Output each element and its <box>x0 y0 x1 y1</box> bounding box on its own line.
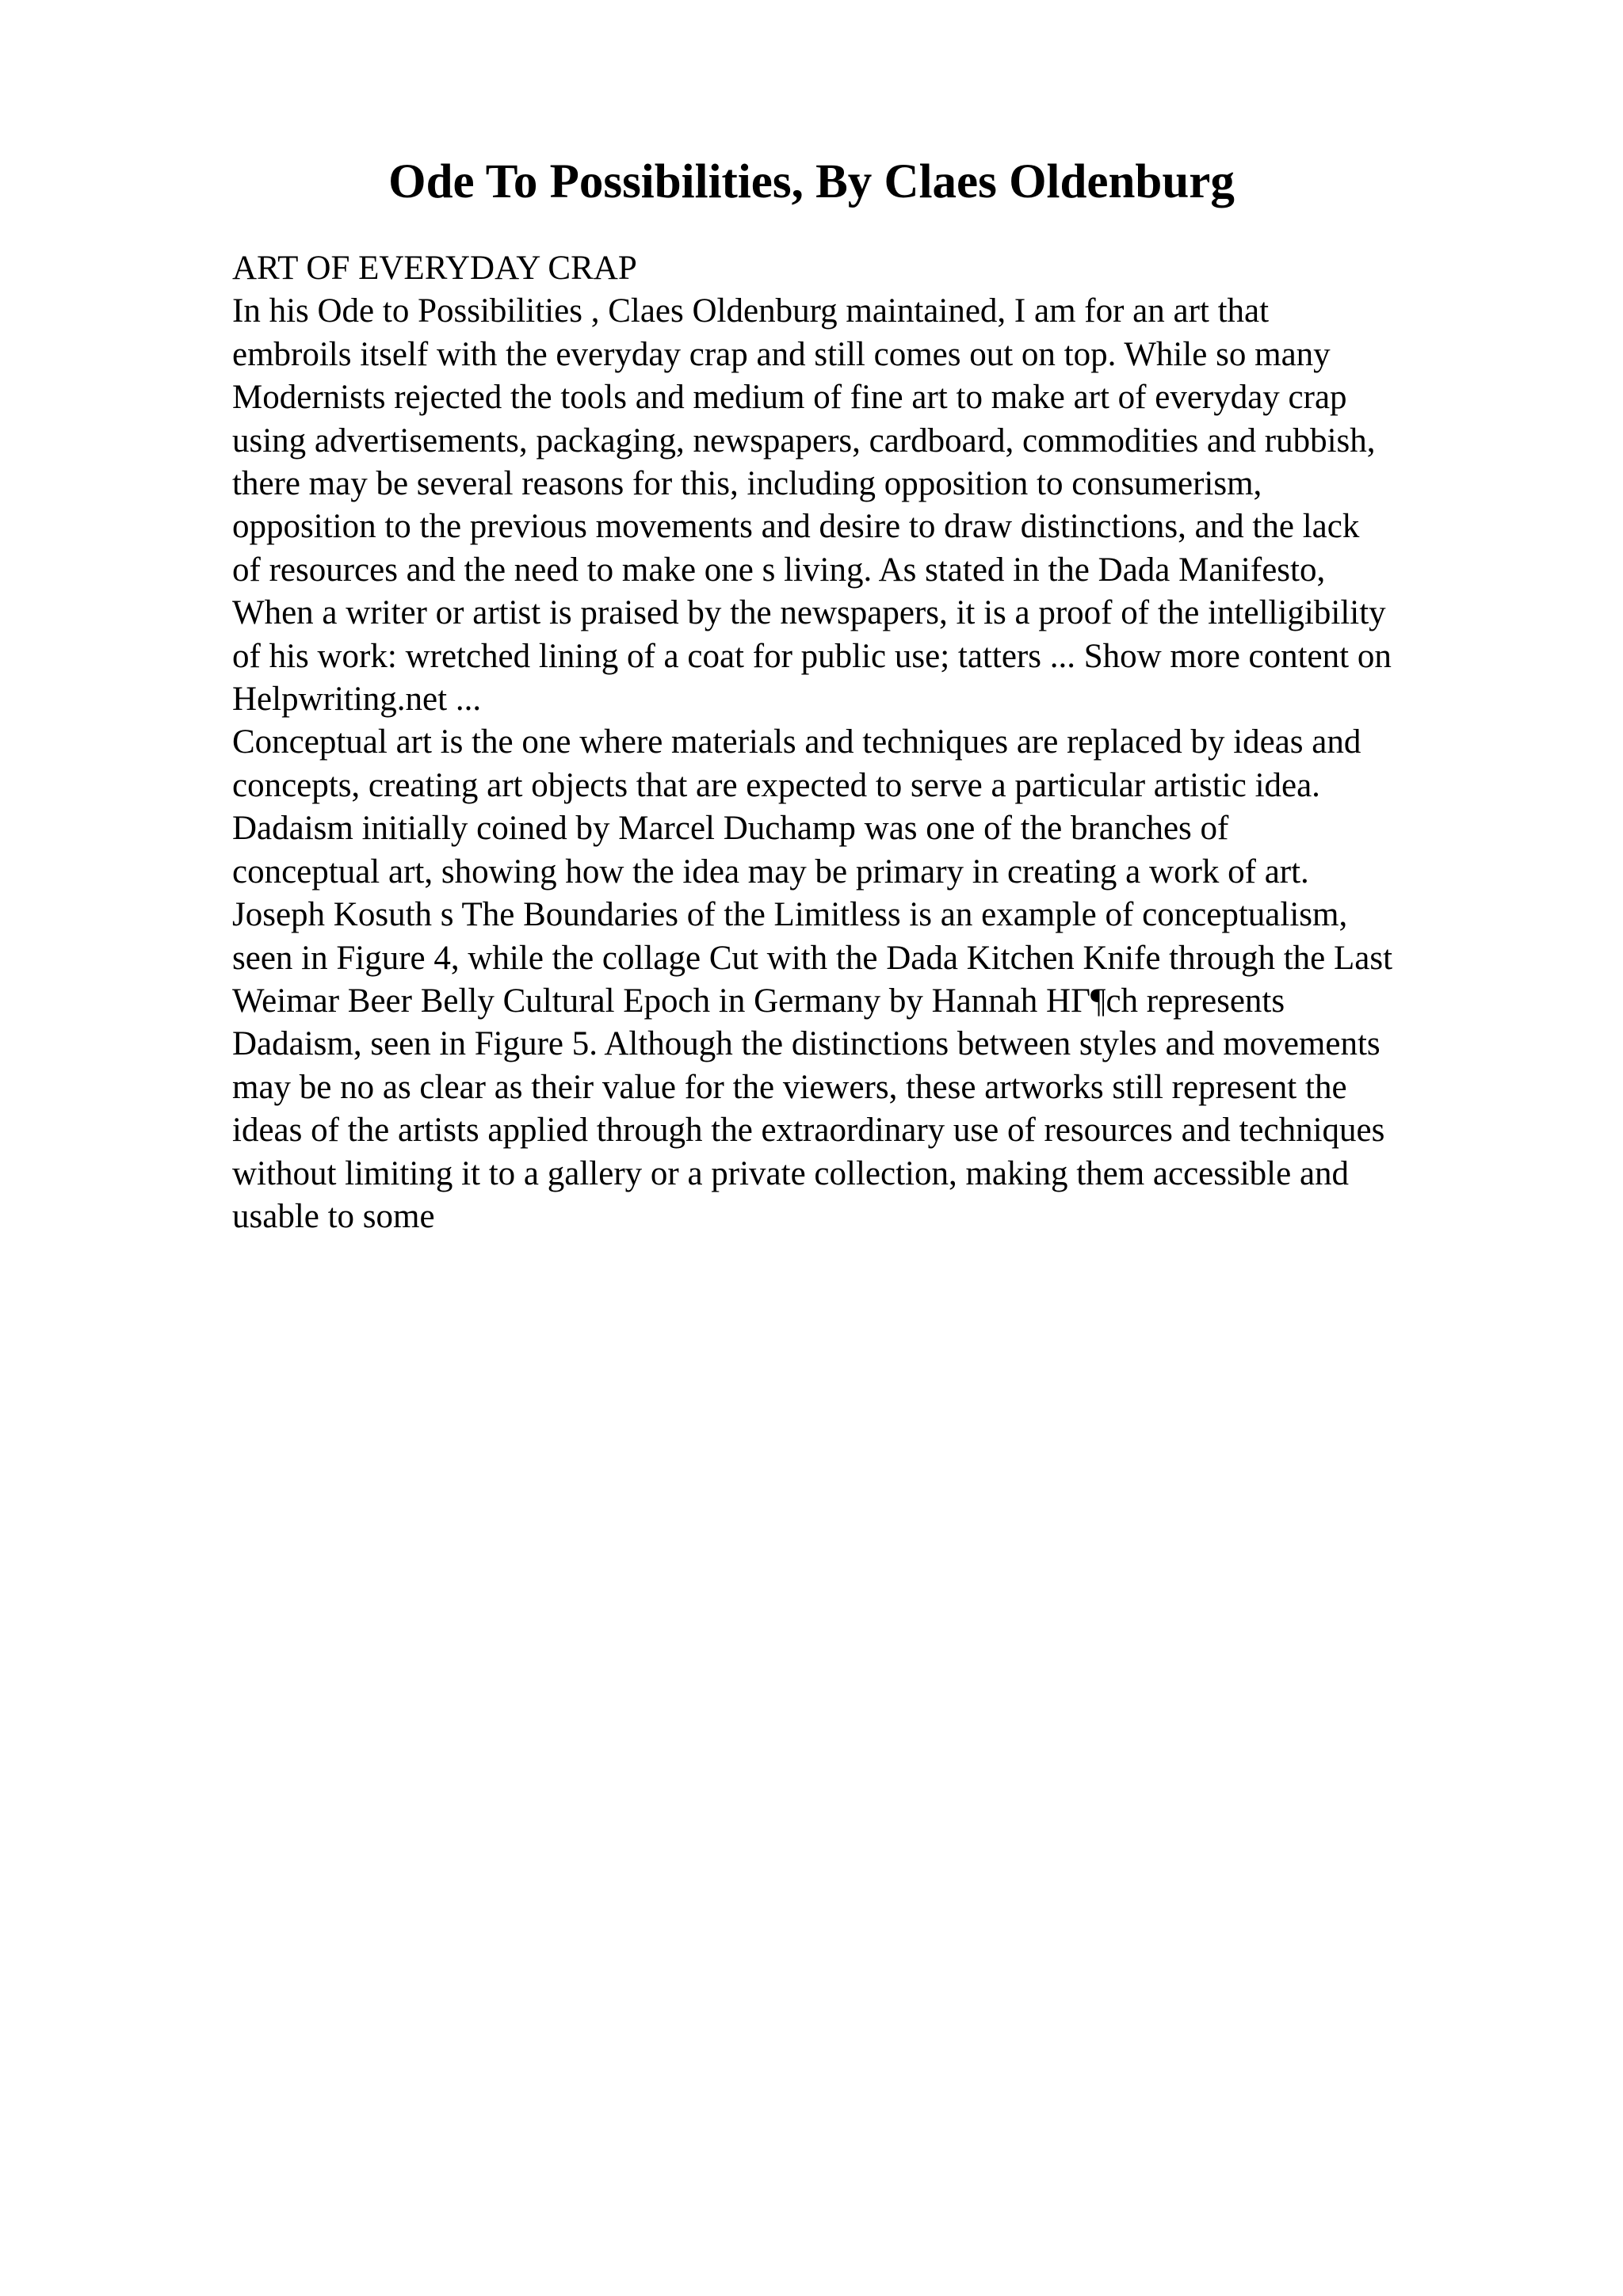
body-line: of resources and the need to make one s living. As stated in the Dada Manifesto, <box>232 551 1326 589</box>
body-line: Joseph Kosuth s The Boundaries of the Limitless is an example of conceptualism, <box>232 896 1348 934</box>
body-line-heading: ART OF EVERYDAY CRAP <box>232 250 637 287</box>
body-line: Conceptual art is the one where materials and techniques are replaced by ideas and <box>232 723 1361 761</box>
body-line: concepts, creating art objects that are expected to serve a particular artistic idea. <box>232 766 1320 804</box>
body-line: conceptual art, showing how the idea may be primary in creating a work of art. <box>232 852 1309 891</box>
body-line: without limiting it to a gallery or a private collection, making them accessible and <box>232 1154 1350 1192</box>
body-line: In his Ode to Possibilities , Claes Oldenburg maintained, I am for an art that <box>232 292 1270 330</box>
body-line: When a writer or artist is praised by the newspapers, it is a proof of the intelligibility <box>232 594 1386 632</box>
document-title: Ode To Possibilities, By Claes Oldenburg <box>388 155 1235 208</box>
document-body <box>232 247 1516 1238</box>
body-line: may be no as clear as their value for the viewers, these artworks still represent the <box>232 1068 1347 1106</box>
body-line: opposition to the previous movements and desire to draw distinctions, and the lack <box>232 508 1360 546</box>
body-line: Modernists rejected the tools and medium of fine art to make art of everyday crap <box>232 379 1347 417</box>
body-line: of his work: wretched lining of a coat for public use; tatters ... Show more content on <box>232 637 1392 675</box>
body-line: seen in Figure 4, while the collage Cut with the Dada Kitchen Knife through the Last <box>232 939 1393 977</box>
body-line: embroils itself with the everyday crap and still comes out on top. While so many <box>232 335 1331 373</box>
body-line: there may be several reasons for this, including opposition to consumerism, <box>232 465 1262 503</box>
body-line: using advertisements, packaging, newspapers, cardboard, commodities and rubbish, <box>232 421 1376 460</box>
body-line: Helpwriting.net ... <box>232 681 482 719</box>
body-line: Weimar Beer Belly Cultural Epoch in Germany by Hannah HГ¶ch represents <box>232 982 1285 1020</box>
body-line: Dadaism initially coined by Marcel Duchamp was one of the branches of <box>232 810 1229 848</box>
body-line: Dadaism, seen in Figure 5. Although the distinctions between styles and movements <box>232 1025 1381 1063</box>
body-line: usable to some <box>232 1197 435 1235</box>
body-line: ideas of the artists applied through the extraordinary use of resources and techniques <box>232 1112 1385 1150</box>
